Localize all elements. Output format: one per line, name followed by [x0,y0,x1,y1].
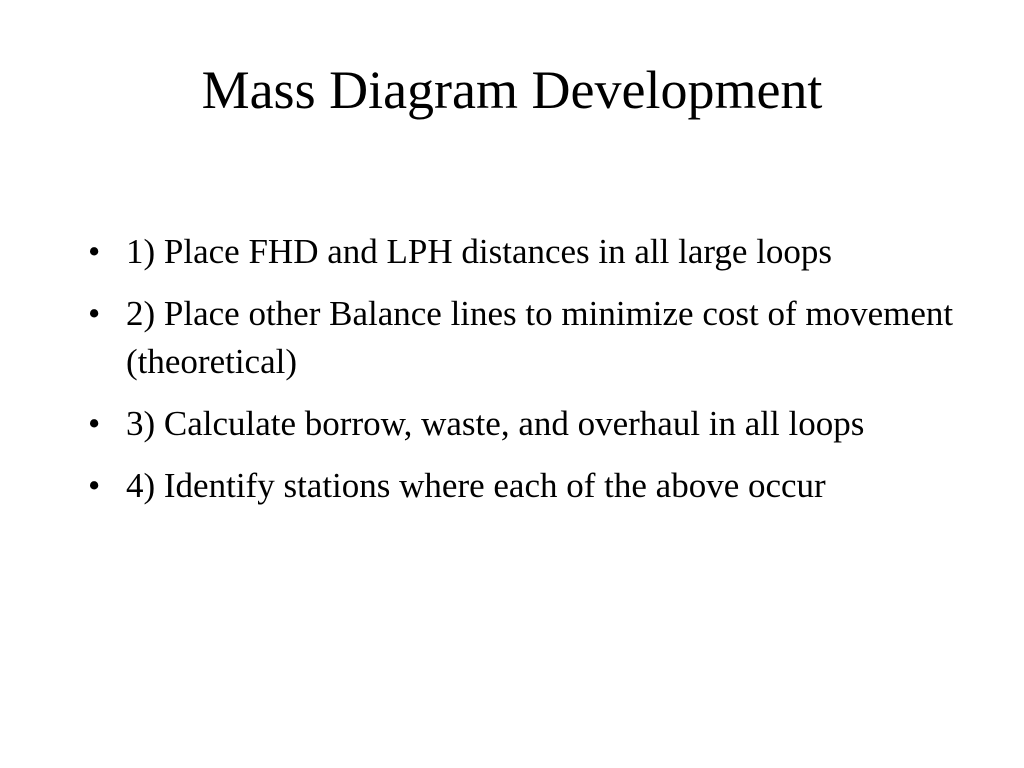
bullet-icon: • [88,404,101,443]
list-item [88,400,958,448]
bullet-text: 1) Place FHD and LPH distances in all large loops [126,232,833,271]
list-item [88,462,958,510]
list-item [88,290,958,386]
bullet-list [88,228,958,524]
bullet-icon: • [88,294,101,333]
slide-title: Mass Diagram Development [201,60,823,120]
bullet-icon: • [88,232,101,271]
bullet-icon: • [88,466,101,505]
bullet-text: 4) Identify stations where each of the above occur [126,466,826,505]
bullet-text: 3) Calculate borrow, waste, and overhaul in all loops [126,404,865,443]
bullet-text: 2) Place other Balance lines to minimize cost of movement (theoretical) [126,294,954,381]
list-item [88,228,958,276]
